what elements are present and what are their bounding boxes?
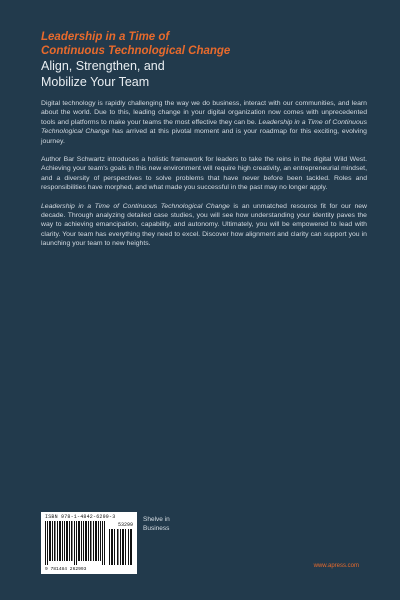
blurb-p1-text-a: Digital technology is rapidly challenging the way we do business, interact with our communities, and learn about the world. Due to this, leading change in your digital organization now comes with unprecedented tools and platforms to make your teams the most effective they can be. [41,100,367,126]
blurb-p1-title: Leadership in a Time of Continuous Technological Change [41,118,367,136]
title-block [41,30,371,89]
book-subtitle-line-2: Mobilize Your Team [41,74,150,89]
shelve-category: Business [143,525,170,532]
shelve-label: Shelve in [143,516,170,523]
blurb-paragraph-3 [41,202,367,249]
publisher-website: www.apress.com [313,563,359,569]
shelving-category [143,515,170,533]
isbn-barcode [41,512,137,574]
blurb-paragraph-1 [41,99,367,146]
barcode-digits: 9 781484 262993 [45,567,87,572]
book-title-line-1: Leadership in a Time of [41,31,170,43]
blurb-paragraph-2: Author Bar Schwartz introduces a holistic framework for leaders to take the reins in the digital Wild West. Achieving your team's goals in this new environment will require high creativity, an entrepreneurial mindset, and a diversity of perspectives to solve problems that have never before been tackled. Roles and responsibilities have morphed, and what made you successful in the past may no longer apply. [41,156,367,192]
book-title-line-2: Continuous Technological Change [41,45,231,57]
price-addon-bars [109,529,133,565]
price-code: 53299 [117,522,133,528]
blurb [41,99,367,258]
blurb-p3-title: Leadership in a Time of Continuous Technological Change [41,202,230,210]
isbn-number: ISBN 978-1-4842-6299-3 [45,514,116,520]
book-subtitle-line-1: Align, Strengthen, and [41,59,165,73]
blurb-p1-text-b: has arrived at this pivotal moment and is your roadmap for this exciting, evolving journey. [41,128,367,145]
barcode-bars [45,521,107,565]
blurb-p3-text: is an unmatched resource fit for our new decade. Through analyzing detailed case studies, you will see how understanding your identity paves the way to achieving emancipation, capability, and autonomy. Ultimately, you will be empowered to lead with clarity. Your team has everything they need to excel. Discover how alignment and clarity can support you in launching your team to new heights. [41,202,368,248]
